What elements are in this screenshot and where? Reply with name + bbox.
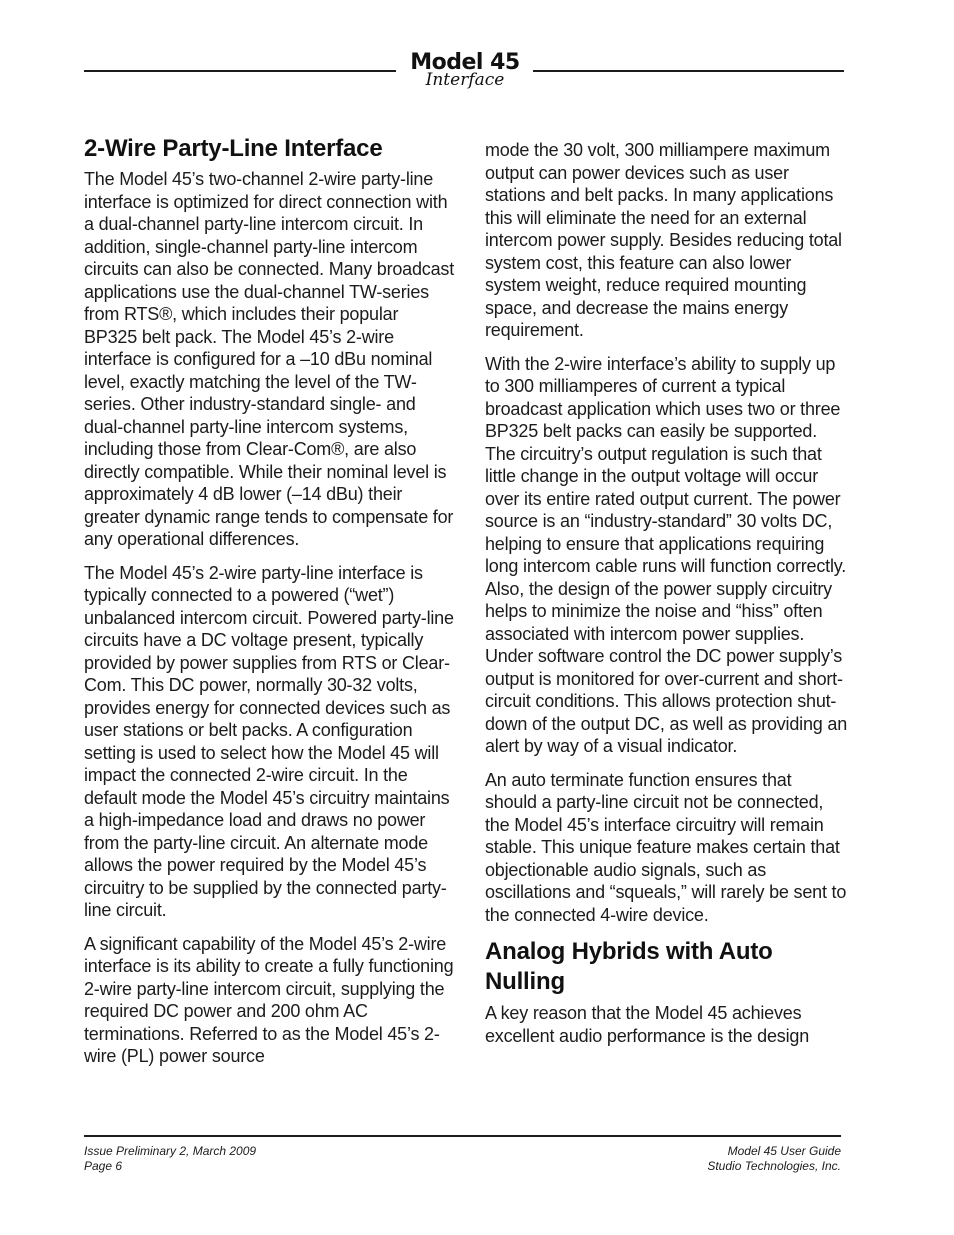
- right-column: [485, 139, 847, 1058]
- footer-page-number: Page 6: [84, 1159, 123, 1173]
- footer-company: Studio Technologies, Inc.: [707, 1159, 841, 1173]
- section-heading-2-wire: 2-Wire Party-Line Interface: [84, 135, 383, 162]
- header-rule-left: [84, 70, 396, 72]
- paragraph: A key reason that the Model 45 achieves excellent audio performance is the design: [485, 1003, 810, 1046]
- header-rule-right: [533, 70, 844, 72]
- footer-right: [707, 1144, 841, 1174]
- paragraph: An auto terminate function ensures that should a party-line circuit not be connected, the Model 45’s interface circuitry will remain stable. This unique feature makes certain that objectionable audio signals, such as oscillations and “squeals,” will rarely be sent to the connected 4-wire device.: [485, 769, 847, 925]
- paragraph: A significant capability of the Model 45’s 2-wire interface is its ability to create a fully functioning 2-wire party-line intercom circuit, supplying the required DC power and 200 ohm AC terminations. Referred to as the Model 45’s 2-wire (PL) power source: [84, 933, 454, 1066]
- footer-rule: [84, 1135, 841, 1137]
- product-logo: [400, 50, 530, 90]
- paragraph: With the 2-wire interface’s ability to supply up to 300 milliamperes of current a typical broadcast application which uses two or three BP325 belt packs can easily be supported. The circuitry’s output regulation is such that little change in the output voltage will occur over its entire rated output current. The power source is an “industry-standard” 30 volts DC, helping to ensure that applications requiring long intercom cable runs will function correctly. Also, the design of the power supply circuitry helps to minimize the noise and “hiss” often associated with intercom power supplies. Under software control the DC power supply’s output is monitored for over-current and short-circuit conditions. This allows protection shut-down of the output DC, as well as providing an alert by way of a visual indicator.: [485, 353, 848, 756]
- footer-issue: Issue Preliminary 2, March 2009: [84, 1144, 257, 1158]
- logo-title: Model 45: [410, 50, 520, 75]
- section-heading-analog-hybrids: Analog Hybrids with Auto Nulling: [485, 938, 773, 995]
- footer-left: [84, 1144, 256, 1174]
- logo-subtitle: Interface: [425, 70, 505, 90]
- footer-guide-title: Model 45 User Guide: [727, 1144, 841, 1158]
- paragraph: The Model 45’s 2-wire party-line interface is typically connected to a powered (“wet”) unbalanced intercom circuit. Powered party-line circuits have a DC voltage present, typically provided by power supplies from RTS or Clear-Com. This DC power, normally 30-32 volts, provides energy for connected devices such as user stations or belt packs. A configuration setting is used to select how the Model 45 will impact the connected 2-wire circuit. In the default mode the Model 45’s circuitry maintains a high-impedance load and draws no power from the party-line circuit. An alternate mode allows the power required by the Model 45’s circuitry to be supplied by the connected party-line circuit.: [84, 562, 454, 920]
- paragraph: The Model 45’s two-channel 2-wire party-line interface is optimized for direct connection with a dual-channel party-line intercom circuit. In addition, single-channel party-line intercom circuits can also be connected. Many broadcast applications use the dual-channel TW-series from RTS®, which includes their popular BP325 belt pack. The Model 45’s 2-wire interface is configured for a –10 dBu nominal level, exactly matching the level of the TW-series. Other industry-standard single- and dual-channel party-line intercom systems, including those from Clear-Com®, are also directly compatible. While their nominal level is approximately 4 dB lower (–14 dBu) their greater dynamic range tends to compensate for any operational differences.: [84, 169, 455, 549]
- paragraph: mode the 30 volt, 300 milliampere maximum output can power devices such as user stations and belt packs. In many applications this will eliminate the need for an external intercom power supply. Besides reducing total system cost, this feature can also lower system weight, reduce required mounting space, and decrease the mains energy requirement.: [485, 140, 842, 340]
- left-column: [84, 134, 454, 1079]
